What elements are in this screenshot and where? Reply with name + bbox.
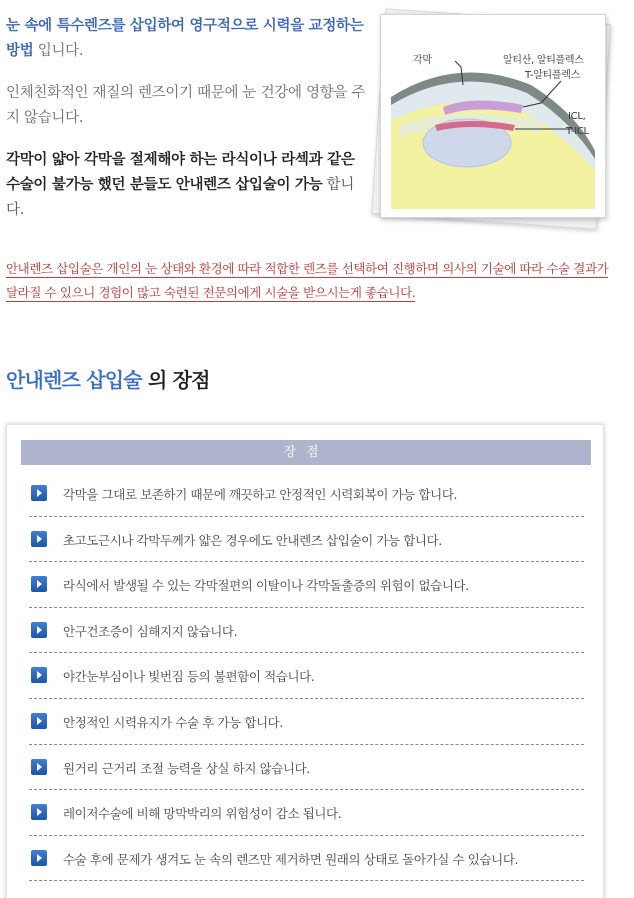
advantage-text: 각막을 그대로 보존하기 때문에 깨끗하고 안정적인 시력회복이 가능 합니다. xyxy=(63,487,458,502)
arrow-right-icon xyxy=(31,804,47,820)
advantage-item xyxy=(29,699,584,745)
arrow-right-icon xyxy=(31,485,47,501)
arrow-right-icon xyxy=(31,531,47,547)
intro-block xyxy=(6,14,366,223)
advantage-text: 야간눈부심이나 빛번짐 등의 불편함이 적습니다. xyxy=(63,669,315,685)
label-artisan-line1: 알티산, 알티플렉스 xyxy=(503,55,584,66)
intro-paragraph-3 xyxy=(6,148,366,223)
advantage-text: 원거리 근거리 조절 능력을 상실 하지 않습니다. xyxy=(63,760,310,776)
eye-diagram xyxy=(391,25,595,209)
arrow-right-icon xyxy=(31,713,47,729)
advantage-text: 레이저수술에 비해 망막박리의 위험성이 감소 됩니다. xyxy=(63,806,342,822)
advantages-box xyxy=(6,424,604,898)
advantage-text: 초고도근시나 각막두께가 얇은 경우에도 안내렌즈 삽입술이 가능 합니다. xyxy=(63,532,442,548)
section-title-highlight: 안내렌즈 삽입술 xyxy=(6,368,142,392)
intro-emphasis: 각막이 얇아 각막을 절제해야 하는 라식이나 라섹과 같은 수술이 불가능 했던 분들도 안내렌즈 삽입술이 가능 xyxy=(6,152,355,193)
arrow-right-icon xyxy=(31,667,47,683)
advantage-text: 안정적인 시력유지가 수술 후 가능 합니다. xyxy=(63,714,283,730)
eye-cross-section xyxy=(391,25,595,209)
label-artisan-line2: T-알티플렉스 xyxy=(525,70,580,81)
label-icl-line2: T-ICL xyxy=(566,126,589,137)
section-title xyxy=(6,364,210,393)
intro-suffix-2: 합니다. xyxy=(6,177,355,218)
arrow-right-icon xyxy=(31,850,47,866)
arrow-right-icon xyxy=(31,759,47,775)
advantage-text: 수술 후에 문제가 생겨도 눈 속의 렌즈만 제거하면 원래의 상태로 돌아가실 수 있습니다. xyxy=(63,851,519,867)
caution-note-text: 안내렌즈 삽입술은 개인의 눈 상태와 환경에 따라 적합한 렌즈를 선택하여 진행하며 의사의 기술에 따라 수술 결과가 달라질 수 있으니 경험이 많고 숙련된 전문의에게 시술을 받으시는게 좋습니다. xyxy=(6,261,609,300)
advantage-item xyxy=(29,790,584,836)
arrow-right-icon xyxy=(31,622,47,638)
advantage-item xyxy=(29,562,584,608)
advantages-list xyxy=(29,471,584,881)
advantage-item xyxy=(29,745,584,791)
intro-paragraph-2: 인체친화적인 재질의 렌즈이기 때문에 눈 건강에 영향을 주지 않습니다. xyxy=(6,85,366,126)
intro-paragraph-1 xyxy=(6,14,366,64)
advantage-item xyxy=(29,517,584,563)
advantage-item xyxy=(29,471,584,517)
advantage-text: 라식에서 발생될 수 있는 각막절편의 이탈이나 각막돌출증의 위험이 없습니다. xyxy=(63,578,469,594)
advantage-text: 안구건조증이 심해지지 않습니다. xyxy=(63,623,238,639)
advantages-header: 장점 xyxy=(21,440,591,465)
intro-suffix: 입니다. xyxy=(33,43,84,59)
label-icl-line1: ICL, xyxy=(568,111,586,122)
caution-note xyxy=(6,257,616,305)
intro-highlight: 눈 속에 특수렌즈를 삽입하여 영구적으로 시력을 교정하는 방법 xyxy=(6,18,364,59)
advantage-item xyxy=(29,653,584,699)
advantage-item xyxy=(29,608,584,654)
arrow-right-icon xyxy=(31,576,47,592)
eye-diagram-photo xyxy=(380,14,606,218)
section-title-rest: 의 장점 xyxy=(141,368,210,392)
advantage-item xyxy=(29,836,584,882)
label-cornea: 각막 xyxy=(413,55,432,66)
